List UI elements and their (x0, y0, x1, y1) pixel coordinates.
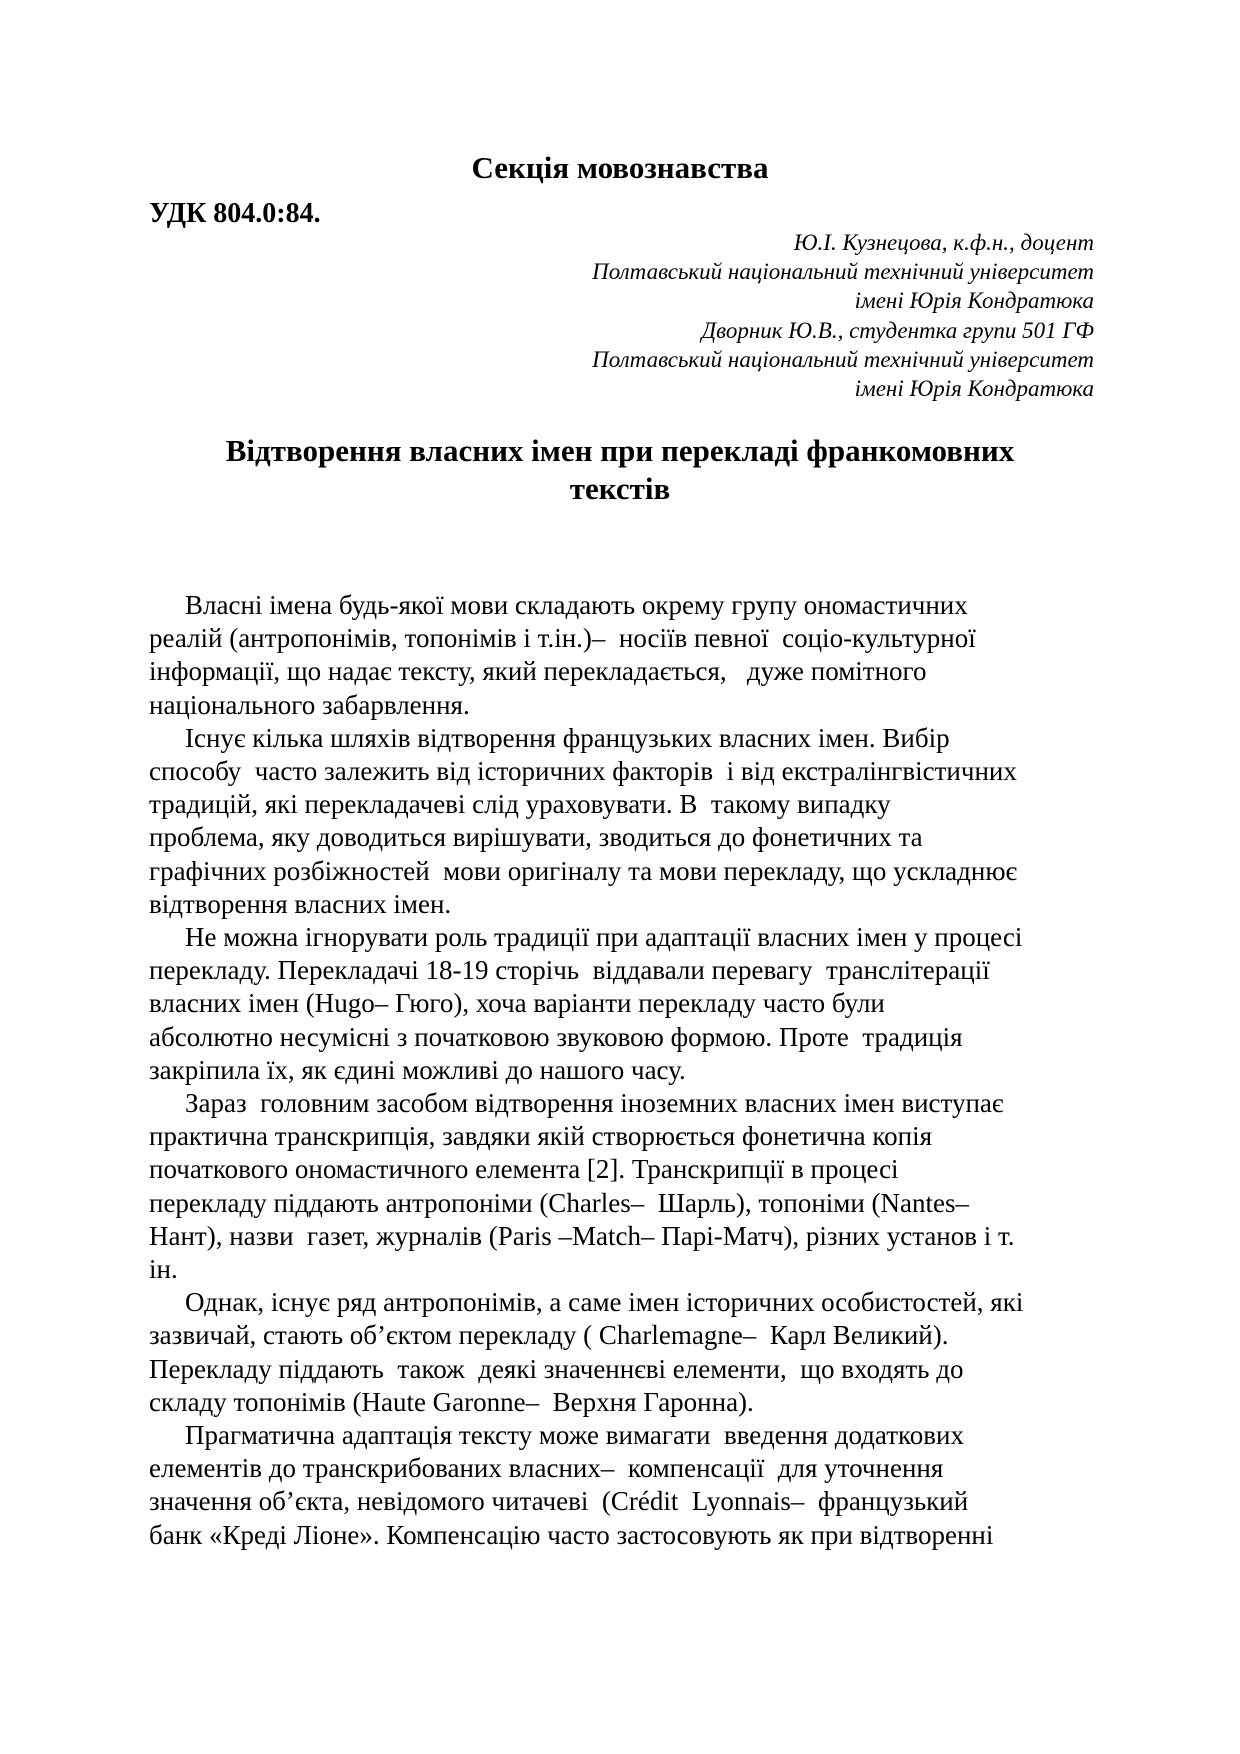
affiliation-line: імені Юрія Кондратюка (854, 288, 1094, 314)
text-line: практична транскрипція, завдяки якій створюється фонетична копія (149, 1121, 932, 1152)
text-line: елементів до транскрибованих власних– компенсації для уточнення (149, 1453, 944, 1484)
text-line: традицій, які перекладачеві слід ураховувати. В такому випадку (149, 789, 891, 820)
author-block (592, 228, 1094, 403)
author-line: Ю.І. Кузнецова, к.ф.н., доцент (793, 230, 1094, 255)
text-line: національного забарвлення. (149, 689, 470, 720)
affiliation-line: Полтавський національний технічний університет (592, 346, 1094, 372)
text-line: графічних розбіжностей мови оригіналу та мови перекладу, що ускладнює (149, 855, 1018, 886)
text-line: відтворення власних імен. (149, 888, 452, 919)
text-line: закріпила їх, як єдині можливі до нашого часу. (149, 1054, 686, 1085)
text-line: значення об’єкта, невідомого читачеві (Crédit Lyonnais– французький (149, 1486, 969, 1517)
text-line: ін. (149, 1254, 178, 1285)
text-line: зазвичай, стають об’єктом перекладу ( Charlemagne– Карл Великий). (149, 1320, 949, 1351)
text-line: Існує кілька шляхів відтворення французьких власних імен. Вибір (185, 722, 950, 753)
affiliation-line: імені Юрія Кондратюка (854, 376, 1094, 402)
text-line: Прагматична адаптація тексту може вимагати введення додаткових (185, 1420, 964, 1451)
text-line: перекладу піддають антропоніми (Charles– Шарль), топоніми (Nantes– (149, 1187, 970, 1218)
paragraph (149, 1087, 1089, 1286)
paragraph (149, 589, 1089, 722)
article-title-line: Відтворення власних імен при перекладі франкомовних (225, 433, 1015, 468)
article-title-line: текстів (569, 471, 671, 506)
section-title: Секція мовознавства (471, 150, 769, 185)
paragraph (149, 1419, 1089, 1552)
text-line: проблема, яку доводиться вирішувати, зводиться до фонетичних та (149, 822, 923, 853)
text-line: Власні імена будь-якої мови складають окрему групу ономастичних (185, 590, 968, 620)
text-line: банк «Креді Ліоне». Компенсацію часто застосовують як при відтворенні (149, 1519, 994, 1550)
affiliation-line: Полтавський національний технічний університет (592, 259, 1094, 285)
paragraph (149, 921, 1089, 1087)
text-line: початкового ономастичного елемента [2]. Транскрипції в процесі (149, 1154, 899, 1185)
text-line: абсолютно несумісні з початковою звуковою формою. Проте традиція (149, 1021, 963, 1052)
author-line: Дворник Ю.В., студентка групи 501 ГФ (701, 317, 1094, 343)
paragraph (149, 1286, 1089, 1419)
text-line: Однак, існує ряд антропонімів, а саме імен історичних особистостей, які (185, 1287, 1024, 1318)
text-line: власних імен (Hugo– Гюго), хоча варіанти перекладу часто були (149, 988, 885, 1019)
udk-code: УДК 804.0:84. (149, 198, 321, 229)
text-line: складу топонімів (Haute Garonne– Верхня Гаронна). (149, 1386, 754, 1417)
paragraph (149, 722, 1089, 921)
text-line: способу часто залежить від історичних факторів і від екстралінгвістичних (149, 756, 1017, 787)
text-line: Перекладу піддають також деякі значеннєві елементи, що входять до (149, 1353, 964, 1384)
text-line: Нант), назви газет, журналів (Paris –Match– Парі-Матч), різних установ і т. (149, 1220, 1015, 1251)
text-line: реалій (антропонімів, топонімів і т.ін.)– носіїв певної соціо-культурної (149, 623, 976, 654)
text-line: інформації, що надає тексту, який перекладається, дуже помітного (149, 656, 927, 687)
text-line: Не можна ігнорувати роль традиції при адаптації власних імен у процесі (185, 922, 1023, 953)
body-text (149, 589, 1089, 1552)
text-line: Зараз головним засобом відтворення іноземних власних імен виступає (185, 1088, 1004, 1119)
text-line: перекладу. Перекладачі 18-19 сторічь віддавали перевагу транслітерації (149, 955, 990, 986)
article-title (0, 432, 1240, 508)
